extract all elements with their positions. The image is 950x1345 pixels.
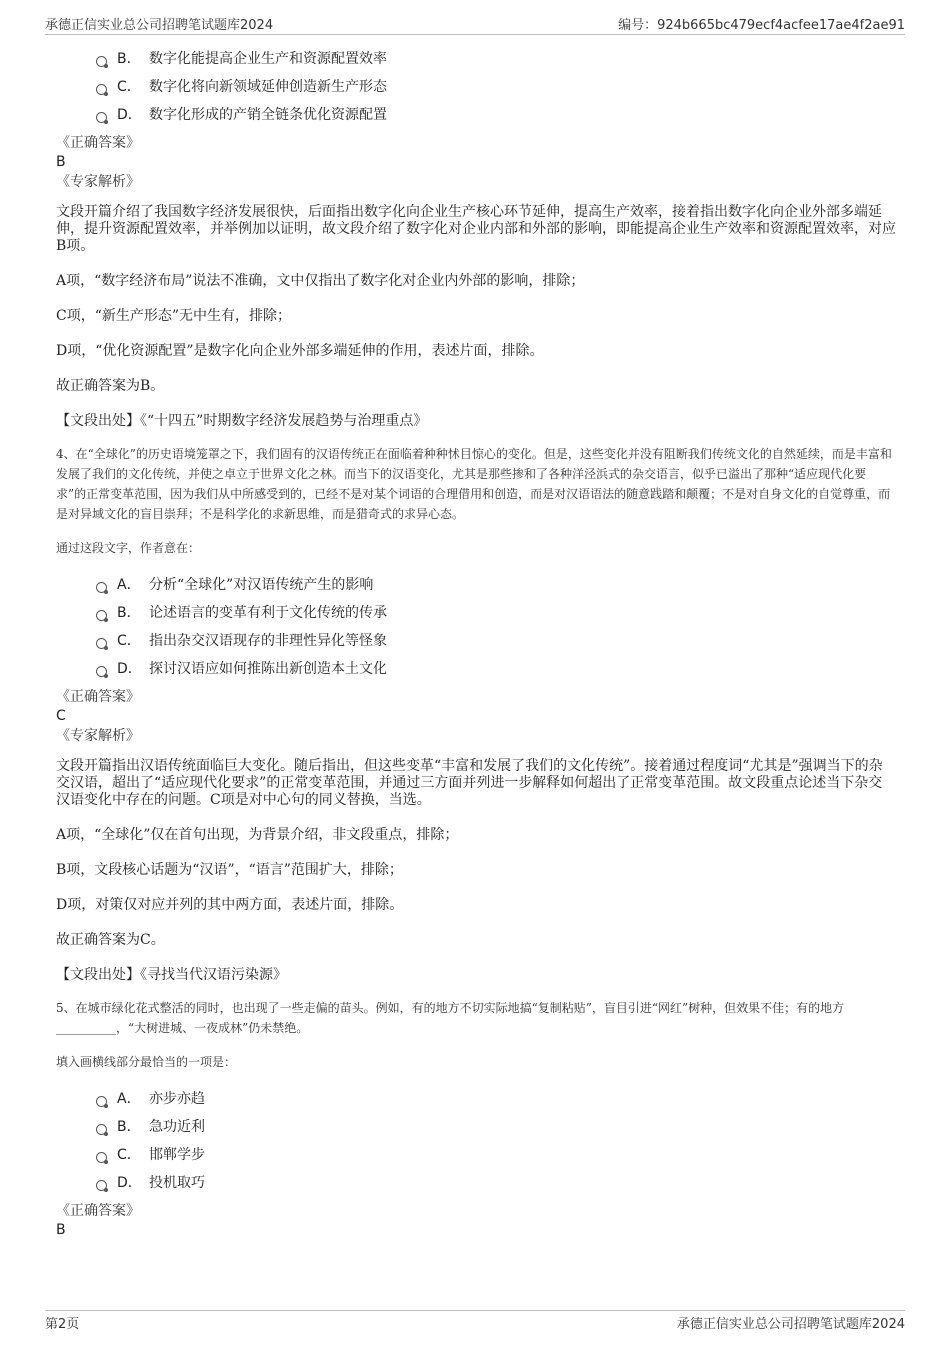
answer-label: 《正确答案》 xyxy=(56,1203,140,1219)
radio-icon[interactable] xyxy=(96,1096,107,1107)
page-footer xyxy=(45,1310,905,1333)
analysis-paragraph: B项，文段核心话题为“汉语”，“语言”范围扩大，排除； xyxy=(56,862,403,878)
option-b[interactable]: B． 数字化能提高企业生产和资源配置效率 xyxy=(56,44,896,72)
analysis-paragraph: C项，“新生产形态”无中生有，排除； xyxy=(56,308,292,324)
option-d[interactable]: D． 探讨汉语应如何推陈出新创造本土文化 xyxy=(56,654,896,682)
radio-icon[interactable] xyxy=(96,666,107,677)
option-c[interactable]: C． 指出杂交汉语现存的非理性异化等怪象 xyxy=(56,626,896,654)
question-3 xyxy=(56,44,896,430)
question-5 xyxy=(56,998,896,1239)
question-4 xyxy=(56,444,896,984)
radio-icon[interactable] xyxy=(96,84,107,95)
document-body xyxy=(56,44,896,1239)
option-a[interactable]: A． 亦步亦趋 xyxy=(56,1084,896,1112)
radio-icon[interactable] xyxy=(96,638,107,649)
option-d[interactable]: D． 数字化形成的产销全链条优化资源配置 xyxy=(56,100,896,128)
radio-icon[interactable] xyxy=(96,56,107,67)
radio-icon[interactable] xyxy=(96,1180,107,1191)
analysis-paragraph: A项，“全球化”仅在首句出现，为背景介绍，非文段重点，排除； xyxy=(56,827,459,843)
analysis-paragraph: 故正确答案为B。 xyxy=(56,378,165,394)
radio-icon[interactable] xyxy=(96,582,107,593)
option-b[interactable]: B． 急功近利 xyxy=(56,1112,896,1140)
question-prompt: 填入画横线部分最恰当的一项是： xyxy=(56,1055,237,1069)
option-b[interactable]: B． 论述语言的变革有利于文化传统的传承 xyxy=(56,598,896,626)
analysis-paragraph: 文段开篇指出汉语传统面临巨大变化。随后指出，但这些变革“丰富和发展了我们的文化传统”。接着通过程度词“尤其是”强调当下的杂交汉语，超出了“适应现代化要求”的正常变革范围，并通过三方面并列进一步解释如何超出了正常变革范围。故文段重点论述当下杂交汉语变化中存在的问题。C项是对中心句的同义替换，当选。 xyxy=(56,758,883,808)
option-c[interactable]: C． 邯郸学步 xyxy=(56,1140,896,1168)
radio-icon[interactable] xyxy=(96,1124,107,1135)
analysis-paragraph: 文段开篇介绍了我国数字经济发展很快，后面指出数字化向企业生产核心环节延伸，提高生产效率，接着指出数字化向企业外部多端延伸，提升资源配置效率，并举例加以证明，故文段介绍了数字化对企业内部和外部的影响，即能提高企业生产效率和资源配置效率，对应B项。 xyxy=(56,204,896,254)
answer-value: C xyxy=(56,708,66,724)
question-stem: 4、在“全球化”的历史语境笼罩之下，我们固有的汉语传统正在面临着种种怵目惊心的变化。但是，这些变化并没有阻断我们传统文化的自然延续，而是丰富和发展了我们的文化传统，并使之卓立于世界文化之林。而当下的汉语变化，尤其是那些掺和了各种洋泾浜式的杂交语言，似乎已溢出了那种“适应现代化要求”的正常变革范围，因为我们从中所感受到的，已经不是对某个词语的合理借用和创造，而是对汉语语法的随意践踏和颠覆；不是对自身文化的自觉尊重，而是对异域文化的盲目崇拜；不是科学化的求新思维，而是猎奇式的求异心态。 xyxy=(56,447,892,521)
option-d[interactable]: D． 投机取巧 xyxy=(56,1168,896,1196)
analysis-label: 《专家解析》 xyxy=(56,728,140,744)
question-prompt: 通过这段文字，作者意在： xyxy=(56,541,201,555)
footer-title: 承德正信实业总公司招聘笔试题库2024 xyxy=(676,1316,905,1332)
radio-icon[interactable] xyxy=(96,610,107,621)
analysis-label: 《专家解析》 xyxy=(56,174,140,190)
answer-label: 《正确答案》 xyxy=(56,689,140,705)
analysis-paragraph: D项，对策仅对应并列的其中两方面，表述片面，排除。 xyxy=(56,897,404,913)
radio-icon[interactable] xyxy=(96,1152,107,1163)
page-header xyxy=(45,12,905,35)
answer-value: B xyxy=(56,154,66,170)
analysis-paragraph: 故正确答案为C。 xyxy=(56,932,165,948)
answer-value: B xyxy=(56,1222,66,1238)
radio-icon[interactable] xyxy=(96,112,107,123)
source-citation: 【文段出处】《寻找当代汉语污染源》 xyxy=(56,967,287,983)
option-a[interactable]: A． 分析“全球化”对汉语传统产生的影响 xyxy=(56,570,896,598)
page-number: 第2页 xyxy=(45,1316,80,1332)
fill-blank: __________ xyxy=(56,1021,116,1035)
source-citation: 【文段出处】《“十四五”时期数字经济发展趋势与治理重点》 xyxy=(56,413,428,429)
question-stem: 5、在城市绿化花式整活的同时，也出现了一些走偏的苗头。例如，有的地方不切实际地搞“复制粘贴”，盲目引进“网红”树种，但效果不佳；有的地方 __________，“大树进城、一夜成林”仍未禁绝。 xyxy=(56,1001,845,1035)
header-serial: 编号：924b665bc479ecf4acfee17ae4f2ae91 xyxy=(618,17,905,33)
header-title: 承德正信实业总公司招聘笔试题库2024 xyxy=(45,17,274,33)
analysis-paragraph: D项，“优化资源配置”是数字化向企业外部多端延伸的作用，表述片面，排除。 xyxy=(56,343,544,359)
analysis-paragraph: A项，“数字经济布局”说法不准确，文中仅指出了数字化对企业内外部的影响，排除； xyxy=(56,273,585,289)
option-c[interactable]: C． 数字化将向新领域延伸创造新生产形态 xyxy=(56,72,896,100)
answer-label: 《正确答案》 xyxy=(56,135,140,151)
